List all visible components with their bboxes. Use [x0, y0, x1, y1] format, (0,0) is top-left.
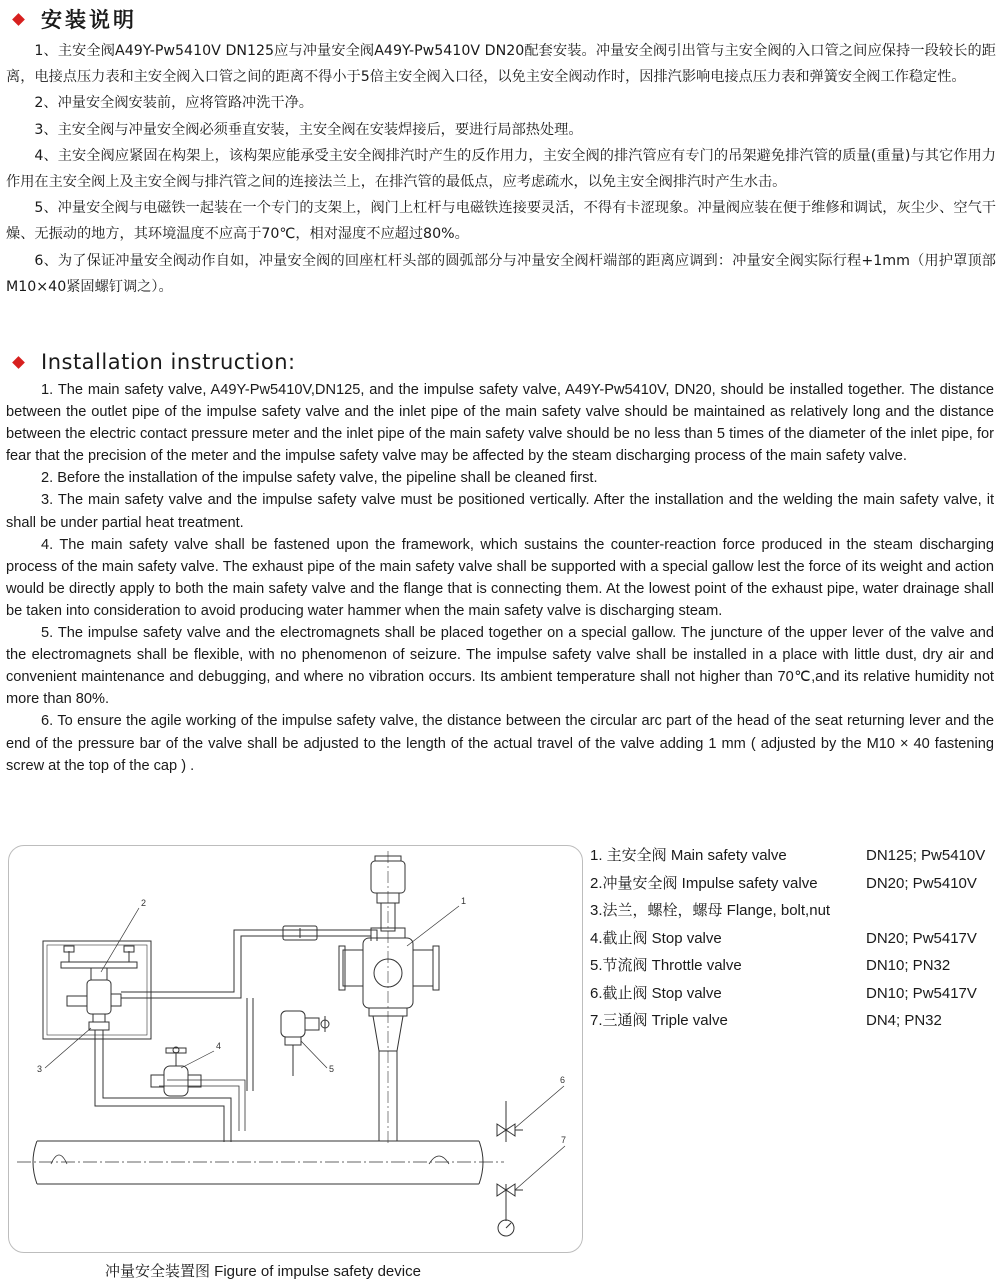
section-title-en: Installation instruction:: [41, 350, 296, 374]
section-header-en: [10, 350, 296, 374]
legend-spec: DN20; Pw5417V: [866, 929, 977, 947]
throttle-valve-5: [281, 1011, 329, 1076]
main-safety-valve: [339, 851, 439, 1146]
legend-item: [590, 1007, 995, 1035]
impulse-safety-valve: [43, 941, 231, 1142]
legend-spec: DN10; PN32: [866, 957, 951, 974]
drain-pipe: [159, 998, 253, 1131]
section-title-cn: 安装说明: [41, 8, 137, 32]
legend-spec: DN125; Pw5410V: [866, 847, 986, 864]
callout-5: 5: [329, 1064, 335, 1074]
legend-label: 1. 主安全阀 Main safety valve: [590, 847, 787, 864]
header-pipe: [17, 846, 504, 1184]
en-paragraph-3: 3. The main safety valve and the impulse safety valve must be positioned vertically. After the installation and the welding the main safety valve, it shall be under partial heat treatment.: [6, 492, 994, 531]
en-paragraph-5: 5. The impulse safety valve and the electromagnets shall be placed together on a special gallow. The juncture of the upper lever of the valve and the electromagnets shall be flexible, with no phenomenon of seizure. The impulse safety valve shall be installed in a place with little dust, dry air and convenient maintenance and debugging, and where no vibration occurs. Its ambient temperature shall not higher than 70℃,and its relative humidity not more than 80%.: [6, 625, 994, 708]
figure-frame: [8, 845, 583, 1253]
legend-item: [590, 980, 995, 1008]
en-paragraph-4: 4. The main safety valve shall be fastened upon the framework, which sustains the counter-reaction force produced in the steam discharging process of the main safety valve. The exhaust pipe of the main safety valve shall be supported with a special gallow lest the force of its weight and action would be directly apply to both the main safety valve and the flange that is connecting them. At the lowest point of the exhaust pipe, water drainage shall be taken into consideration to avoid producing water hammer when the main safety valve is discharging steam.: [6, 536, 994, 619]
legend-spec: DN4; PN32: [866, 1012, 942, 1029]
diamond-bullet-icon: [12, 356, 25, 369]
callout-3: 3: [37, 1064, 43, 1074]
cn-paragraph-1: 1、主安全阀A49Y-Pw5410V DN125应与冲量安全阀A49Y-Pw5410V DN20配套安装。冲量安全阀引出管与主安全阀的入口管之间应保持一段较长的距离，电接点压力表和主安全阀入口管之间的距离不得小于5倍主安全阀入口径，以免主安全阀动作时，因排汽影响电接点压力表和弹簧安全阀工作稳定性。: [6, 43, 996, 86]
legend-spec: DN10; Pw5417V: [866, 984, 977, 1002]
legend-label: 4.截止阀 Stop valve: [590, 929, 722, 947]
legend-label: 3.法兰，螺栓，螺母 Flange, bolt,nut: [590, 902, 831, 919]
legend-item: [590, 897, 995, 925]
parts-legend: [590, 842, 995, 1035]
callout-2: 2: [141, 898, 147, 908]
legend-item: [590, 952, 995, 980]
legend-label: 5.节流阀 Throttle valve: [590, 957, 742, 974]
diamond-bullet-icon: [12, 13, 25, 26]
legend-spec: DN20; Pw5410V: [866, 874, 977, 892]
legend-item: [590, 925, 995, 953]
cn-paragraph-2: 2、冲量安全阀安装前，应将管路冲洗干净。: [34, 95, 313, 112]
cn-paragraph-6: 6、为了保证冲量安全阀动作自如，冲量安全阀的回座杠杆头部的圆弧部分与冲量安全阀杆端部的距离应调到：冲量安全阀实际行程+1mm（用护罩顶部M10×40紧固螺钉调之）。: [6, 252, 996, 295]
en-paragraph-6: 6. To ensure the agile working of the impulse safety valve, the distance between the circular arc part of the head of the seat returning lever and the end of the pressure bar of the valve shall be adjusted to the length of the actual travel of the valve adding 1 mm ( adjusted by the M10 × 40 fastening screw at the top of the cap ) .: [6, 713, 994, 774]
cn-paragraph-5: 5、冲量安全阀与电磁铁一起装在一个专门的支架上，阀门上杠杆与电磁铁连接要灵活，不得有卡涩现象。冲量阀应装在便于维修和调试，灰尘少、空气干燥、无振动的地方，其环境温度不应高于70℃，相对湿度不应超过80%。: [6, 200, 996, 243]
callout-4: 4: [216, 1041, 222, 1051]
legend-label: 2.冲量安全阀 Impulse safety valve: [590, 874, 818, 892]
cn-paragraph-4: 4、主安全阀应紧固在构架上，该构架应能承受主安全阀排汽时产生的反作用力，主安全阀的排汽管应有专门的吊架避免排汽管的质量(重量)与其它作用力作用在主安全阀上及主安全阀与排汽管之间的连接法兰上，在排汽管的最低点，应考虑疏水，以免主安全阀排汽时产生水击。: [6, 147, 996, 191]
callout-6: 6: [560, 1075, 566, 1085]
stop-valve-4: [151, 1047, 201, 1096]
cn-paragraph-3: 3、主安全阀与冲量安全阀必须垂直安装，主安全阀在安装焊接后，要进行局部热处理。: [34, 121, 583, 138]
legend-item: [590, 842, 995, 870]
impulse-device-drawing: [9, 846, 582, 1252]
legend-label: 6.截止阀 Stop valve: [590, 984, 722, 1002]
valve-chain-6-7: [497, 1101, 523, 1236]
legend-item: [590, 870, 995, 898]
callout-labels: [37, 896, 566, 1145]
callout-7: 7: [561, 1135, 567, 1145]
figure-caption: 冲量安全装置图 Figure of impulse safety device: [105, 1263, 421, 1280]
section-header-cn: [10, 4, 137, 34]
en-paragraph-2: 2. Before the installation of the impulse safety valve, the pipeline shall be cleaned first.: [41, 470, 598, 487]
legend-label: 7.三通阀 Triple valve: [590, 1012, 728, 1029]
cn-instructions: [6, 38, 996, 300]
en-paragraph-1: 1. The main safety valve, A49Y-Pw5410V,DN125, and the impulse safety valve, A49Y-Pw5410V, DN20, should be installed together. The distance between the outlet pipe of the impulse safety valve and the inlet pipe of the main safety valve should be maintained as relatively long and the distance between the electric contact pressure meter and the inlet pipe of the main safety valve should be no less than 5 times of the diameter of the inlet pipe, for fear that the precision of the meter and the impulse safety valve may be affected by the steam discharging process of the main safety valve.: [6, 382, 994, 465]
callout-1: 1: [461, 896, 467, 906]
callout-leaders: [45, 906, 565, 1190]
en-instructions: [6, 379, 994, 777]
